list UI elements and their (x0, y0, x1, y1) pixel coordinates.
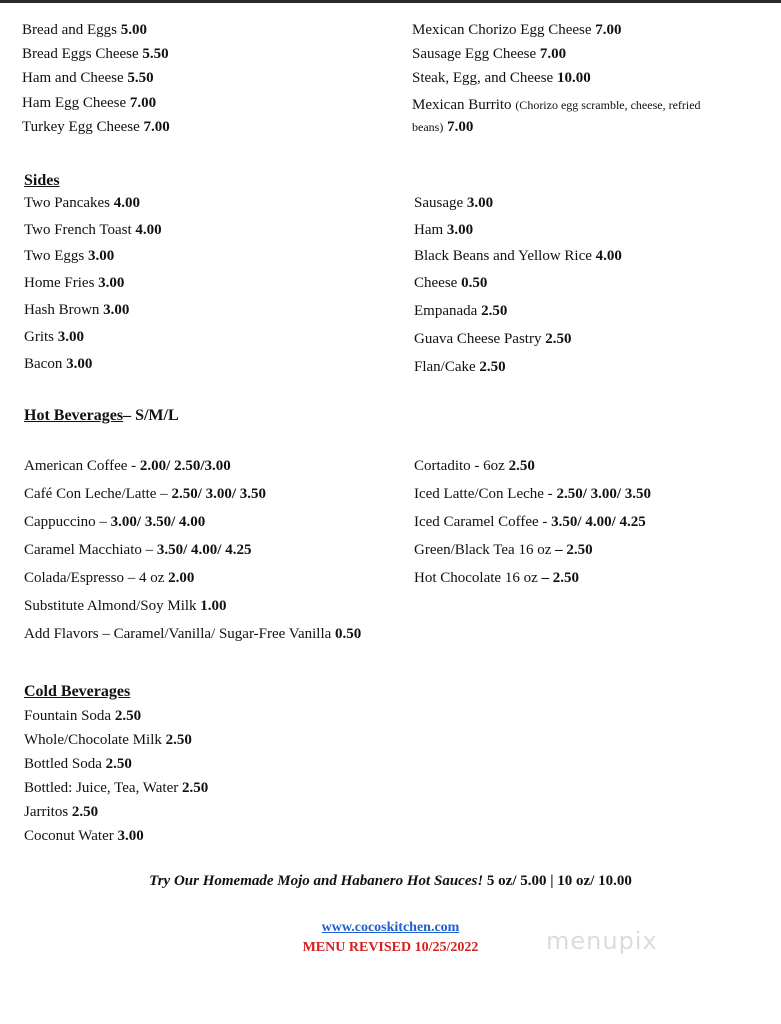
menu-item: Two Eggs 3.00 (24, 248, 115, 264)
website-link[interactable]: www.cocoskitchen.com (321, 920, 460, 935)
promo-prices: 5 oz/ 5.00 | 10 oz/ 10.00 (486, 873, 632, 889)
menu-revised-date: MENU REVISED 10/25/2022 (302, 940, 479, 955)
menu-item: Colada/Espresso – 4 oz 2.00 (24, 570, 195, 586)
menu-item: Jarritos 2.50 (24, 804, 99, 820)
menu-item: Guava Cheese Pastry 2.50 (414, 331, 572, 347)
hot-sauce-promo: Try Our Homemade Mojo and Habanero Hot Sauces! 5 oz/ 5.00 | 10 oz/ 10.00 (149, 873, 632, 889)
top-border (0, 0, 781, 3)
menu-item: Empanada 2.50 (414, 303, 508, 319)
size-suffix: – S/M/L (123, 407, 179, 424)
menu-item: American Coffee - 2.00/ 2.50/3.00 (24, 458, 231, 474)
menu-item: Add Flavors – Caramel/Vanilla/ Sugar-Free Vanilla 0.50 (24, 626, 362, 642)
menu-item: Bottled: Juice, Tea, Water 2.50 (24, 780, 209, 796)
menu-item: Sausage 3.00 (414, 195, 494, 211)
menu-item: Two French Toast 4.00 (24, 222, 162, 238)
menu-item: Cortadito - 6oz 2.50 (414, 458, 535, 474)
menu-item: Grits 3.00 (24, 329, 84, 345)
menu-item: Café Con Leche/Latte – 2.50/ 3.00/ 3.50 (24, 486, 267, 502)
menu-item: beans) 7.00 (412, 119, 474, 135)
menu-item: Whole/Chocolate Milk 2.50 (24, 732, 192, 748)
menu-item: Cheese 0.50 (414, 275, 488, 291)
menu-item: Mexican Chorizo Egg Cheese 7.00 (412, 22, 622, 38)
menu-item: Caramel Macchiato – 3.50/ 4.00/ 4.25 (24, 542, 252, 558)
menupix-watermark: menupix (546, 927, 658, 955)
menu-item: Two Pancakes 4.00 (24, 195, 141, 211)
menu-item: Coconut Water 3.00 (24, 828, 144, 844)
menu-item: Turkey Egg Cheese 7.00 (22, 119, 170, 135)
menu-item: Flan/Cake 2.50 (414, 359, 506, 375)
menu-item: Hash Brown 3.00 (24, 302, 130, 318)
menu-item: Green/Black Tea 16 oz – 2.50 (414, 542, 593, 558)
item-note: beans) (412, 120, 444, 134)
menu-item: Ham 3.00 (414, 222, 474, 238)
menu-item: Hot Chocolate 16 oz – 2.50 (414, 570, 579, 586)
menu-item: Cappuccino – 3.00/ 3.50/ 4.00 (24, 514, 206, 530)
menu-item: Ham Egg Cheese 7.00 (22, 95, 157, 111)
section-heading-hot-beverages: Hot Beverages– S/M/L (24, 407, 179, 424)
menu-item: Bottled Soda 2.50 (24, 756, 132, 772)
menu-item: Bacon 3.00 (24, 356, 93, 372)
menu-item: Home Fries 3.00 (24, 275, 125, 291)
menu-item: Sausage Egg Cheese 7.00 (412, 46, 567, 62)
menu-item: Bread and Eggs 5.00 (22, 22, 147, 38)
item-note: (Chorizo egg scramble, cheese, refried (515, 98, 701, 112)
section-heading-cold-beverages: Cold Beverages (24, 683, 131, 700)
menu-item: Steak, Egg, and Cheese 10.00 (412, 70, 591, 86)
menu-item: Ham and Cheese 5.50 (22, 70, 154, 86)
menu-item: Substitute Almond/Soy Milk 1.00 (24, 598, 227, 614)
menu-item: Iced Caramel Coffee - 3.50/ 4.00/ 4.25 (414, 514, 646, 530)
menu-item: Iced Latte/Con Leche - 2.50/ 3.00/ 3.50 (414, 486, 652, 502)
menu-item: Bread Eggs Cheese 5.50 (22, 46, 169, 62)
menu-item: Mexican Burrito (Chorizo egg scramble, cheese, refried (412, 97, 701, 113)
section-heading-sides: Sides (24, 172, 60, 189)
menu-item: Fountain Soda 2.50 (24, 708, 142, 724)
menu-item: Black Beans and Yellow Rice 4.00 (414, 248, 622, 264)
